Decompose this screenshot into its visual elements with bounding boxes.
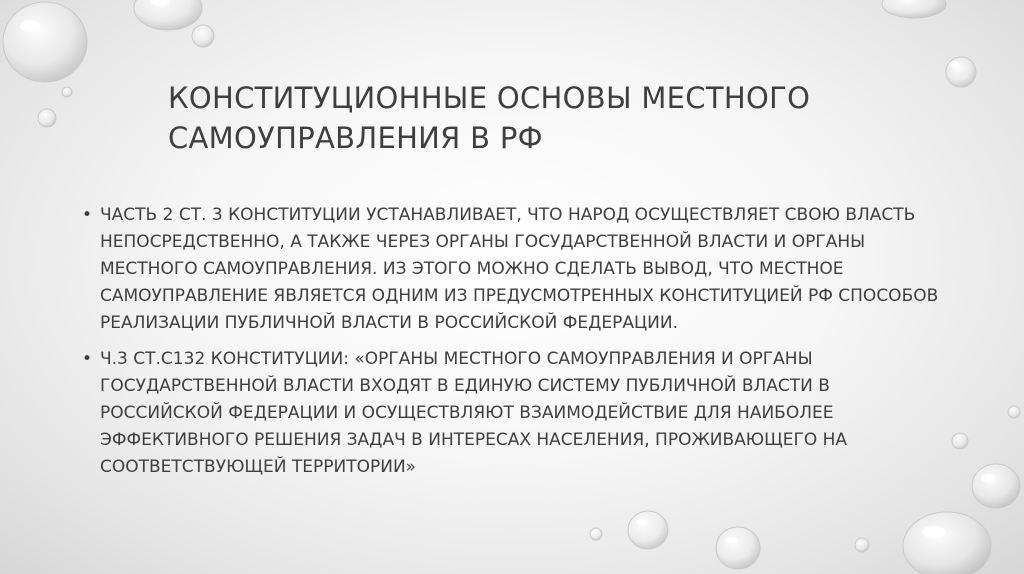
bullet-marker: • xyxy=(82,205,93,225)
bullet-marker: • xyxy=(82,349,93,369)
slide-title-line: КОНСТИТУЦИОННЫЕ ОСНОВЫ МЕСТНОГО xyxy=(168,81,811,115)
droplet xyxy=(903,512,991,574)
bullet-line: ЧАСТЬ 2 СТ. 3 КОНСТИТУЦИИ УСТАНАВЛИВАЕТ, ЧТО НАРОД ОСУЩЕСТВЛЯЕТ СВОЮ ВЛАСТЬ xyxy=(100,205,916,225)
droplet xyxy=(134,0,202,30)
bullet-line: НЕПОСРЕДСТВЕННО, А ТАКЖЕ ЧЕРЕЗ ОРГАНЫ ГОСУДАРСТВЕННОЙ ВЛАСТИ И ОРГАНЫ xyxy=(100,232,866,252)
bullet-line: Ч.3 СТ.С132 КОНСТИТУЦИИ: «ОРГАНЫ МЕСТНОГО САМОУПРАВЛЕНИЯ И ОРГАНЫ xyxy=(100,349,813,369)
droplet xyxy=(38,109,56,127)
droplet xyxy=(62,87,72,97)
droplet xyxy=(192,25,214,47)
droplet xyxy=(855,538,869,552)
droplet xyxy=(716,527,760,569)
bullet-line: САМОУПРАВЛЕНИЕ ЯВЛЯЕТСЯ ОДНИМ ИЗ ПРЕДУСМОТРЕННЫХ КОНСТИТУЦИЕЙ РФ СПОСОБОВ xyxy=(100,286,939,306)
droplet xyxy=(590,528,602,540)
bullet-line: СООТВЕТСТВУЮЩЕЙ ТЕРРИТОРИИ» xyxy=(100,457,417,477)
droplet xyxy=(882,0,946,18)
droplet xyxy=(1008,406,1020,418)
bullet-line: ГОСУДАРСТВЕННОЙ ВЛАСТИ ВХОДЯТ В ЕДИНУЮ СИСТЕМУ ПУБЛИЧНОЙ ВЛАСТИ В xyxy=(100,376,830,396)
bullet-list xyxy=(80,202,960,490)
bullet-line: РОССИЙСКОЙ ФЕДЕРАЦИИ И ОСУЩЕСТВЛЯЮТ ВЗАИМОДЕЙСТВИЕ ДЛЯ НАИБОЛЕЕ xyxy=(100,403,834,423)
droplet xyxy=(3,2,87,82)
bullet-line: ЭФФЕКТИВНОГО РЕШЕНИЯ ЗАДАЧ В ИНТЕРЕСАХ НАСЕЛЕНИЯ, ПРОЖИВАЮЩЕГО НА xyxy=(100,430,848,450)
bullet-item xyxy=(80,346,960,481)
droplet xyxy=(972,464,1020,508)
bullet-item xyxy=(80,202,960,337)
bullet-line: МЕСТНОГО САМОУПРАВЛЕНИЯ. ИЗ ЭТОГО МОЖНО СДЕЛАТЬ ВЫВОД, ЧТО МЕСТНОЕ xyxy=(100,259,844,279)
droplet xyxy=(946,57,976,87)
bullet-line: РЕАЛИЗАЦИИ ПУБЛИЧНОЙ ВЛАСТИ В РОССИЙСКОЙ ФЕДЕРАЦИИ. xyxy=(100,313,679,333)
droplet xyxy=(628,511,668,549)
slide-title-line: САМОУПРАВЛЕНИЯ В РФ xyxy=(168,121,543,155)
slide-title xyxy=(168,78,868,158)
